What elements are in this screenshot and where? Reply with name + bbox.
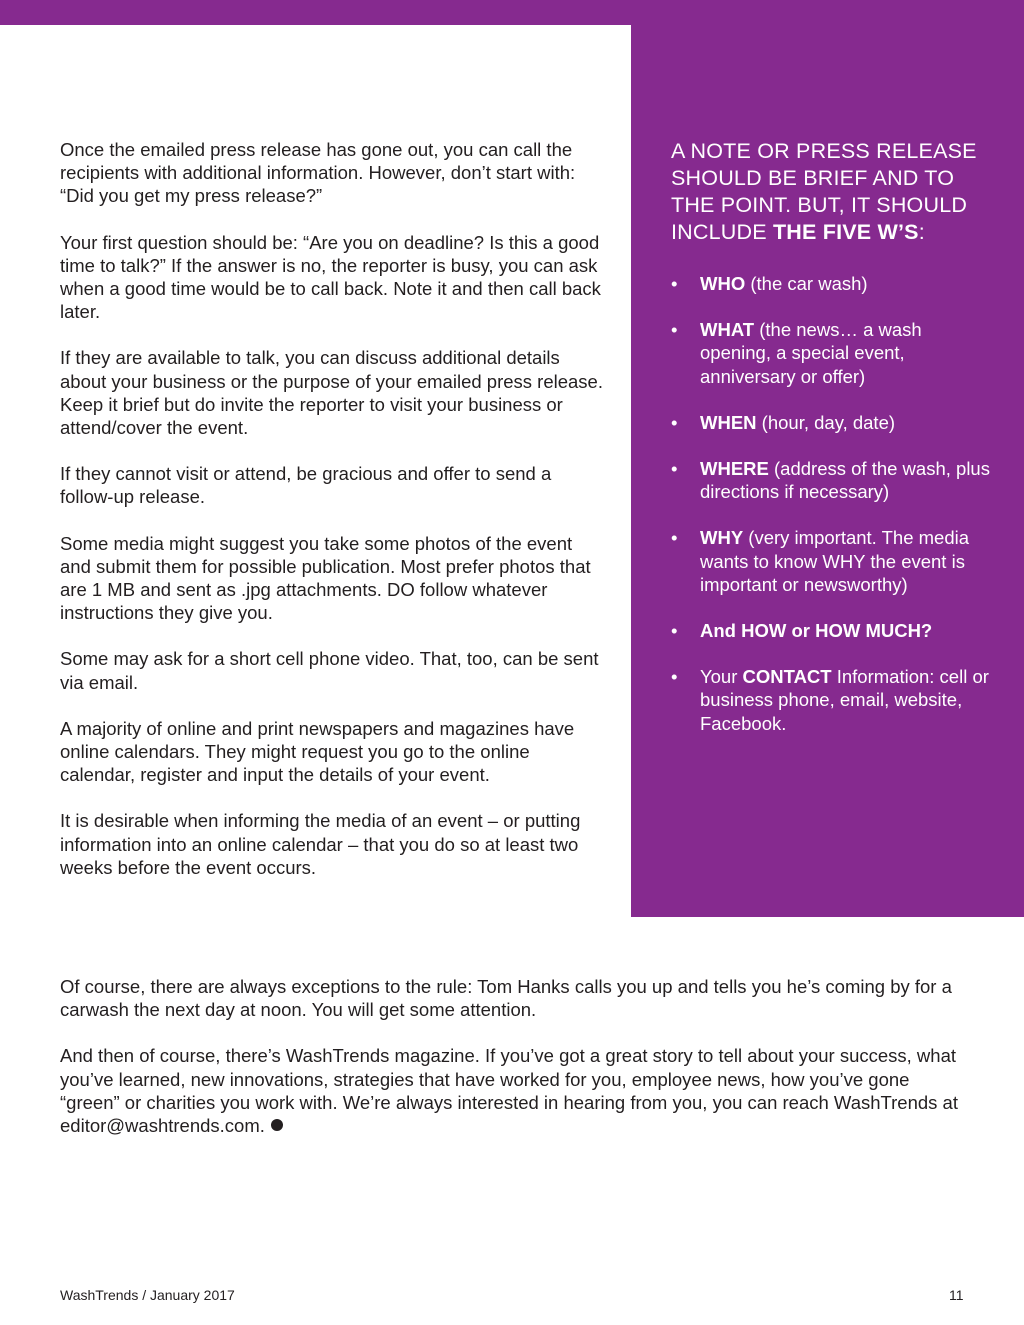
item-text: (address of the wash, plus directions if necessary): [700, 458, 990, 503]
bullet-icon: •: [671, 666, 678, 688]
body-paragraph-2: Your first question should be: “Are you on deadline? Is this a good time to talk?” If the answer is no, the reporter is busy, you can ask when a good time would be to call back. Note it and then call back later.: [60, 231, 601, 323]
item-label: WHAT: [700, 319, 755, 341]
five-ws-list: [671, 272, 994, 735]
list-item-how: [671, 619, 994, 642]
body-paragraph-8: It is desirable when informing the media of an event – or putting information into an online calendar – that you do so at least two weeks before the event occurs.: [60, 810, 581, 878]
sidebar-heading-suffix: :: [918, 220, 925, 244]
sidebar-heading-bold: THE FIVE W’S: [772, 220, 919, 244]
body-paragraph-3: If they are available to talk, you can discuss additional details about your business or the purpose of your emailed press release. Keep it brief but do invite the reporter to visit your business or attend/cover the event.: [60, 347, 603, 439]
item-label: WHERE: [700, 458, 769, 480]
list-item-who: [671, 272, 994, 295]
list-item-why: [671, 526, 994, 596]
body-paragraph-9: Of course, there are always exceptions to the rule: Tom Hanks calls you up and tells you he’s coming by for a carwash the next day at noon. You will get some attention.: [60, 976, 952, 1021]
item-text: (the news… a wash opening, a special event, anniversary or offer): [700, 319, 922, 387]
body-paragraph-10: [60, 1044, 970, 1137]
footer-publication: WashTrends / January 2017: [60, 1287, 235, 1303]
body-paragraph-10-text: And then of course, there’s WashTrends magazine. If you’ve got a great story to tell about your success, what you’ve learned, new innovations, strategies that have worked for you, employee news, how you’ve gone “green” or charities you work with. We’re always interested in hearing from you, you can reach WashTrends at editor@washtrends.com.: [60, 1045, 958, 1137]
body-paragraph-6: Some may ask for a short cell phone video. That, too, can be sent via email.: [60, 648, 599, 693]
top-color-bar: [0, 0, 1024, 25]
body-paragraph-7: A majority of online and print newspapers and magazines have online calendars. They might request you go to the online calendar, register and input the details of your event.: [60, 717, 575, 786]
bullet-icon: •: [671, 458, 678, 480]
item-label: WHY: [700, 527, 744, 549]
item-text: Information: cell or business phone, email, website, Facebook.: [700, 666, 989, 734]
wide-column: [60, 975, 970, 1160]
body-paragraph-4: If they cannot visit or attend, be gracious and offer to send a follow-up release.: [60, 463, 552, 508]
sidebar-heading: [671, 138, 994, 246]
item-label: CONTACT: [742, 666, 832, 688]
item-text: (the car wash): [745, 273, 868, 294]
body-paragraph-1: Once the emailed press release has gone out, you can call the recipients with additional information. However, don’t start with: “Did you get my press release?”: [60, 139, 576, 207]
bullet-icon: •: [671, 620, 678, 642]
list-item-contact: [671, 665, 994, 735]
item-label: And HOW or HOW MUCH?: [700, 620, 933, 642]
sidebar-box: [631, 25, 1024, 917]
item-prefix: Your: [700, 666, 743, 688]
list-item-what: [671, 318, 994, 388]
list-item-where: [671, 457, 994, 503]
bullet-icon: •: [671, 273, 678, 294]
footer-page-number: 11: [949, 1287, 964, 1303]
end-of-article-icon: [271, 1119, 283, 1131]
list-item-when: [671, 411, 994, 434]
item-label: WHEN: [700, 411, 757, 433]
body-paragraph-5: Some media might suggest you take some photos of the event and submit them for possible publication. Most prefer photos that are 1 MB and sent as .jpg attachments. DO follow whatever instructions they give you.: [60, 532, 591, 624]
main-column: [60, 138, 605, 902]
bullet-icon: •: [671, 319, 678, 341]
bullet-icon: •: [671, 527, 678, 549]
item-label: WHO: [700, 273, 746, 294]
sidebar-heading-text: A NOTE OR PRESS RELEASE SHOULD BE BRIEF AND TO THE POINT. BUT, IT SHOULD INCLUDE: [671, 139, 977, 244]
item-text: (very important. The media wants to know WHY the event is important or newsworthy): [700, 527, 970, 595]
bullet-icon: •: [671, 411, 678, 433]
item-text: (hour, day, date): [756, 411, 896, 433]
